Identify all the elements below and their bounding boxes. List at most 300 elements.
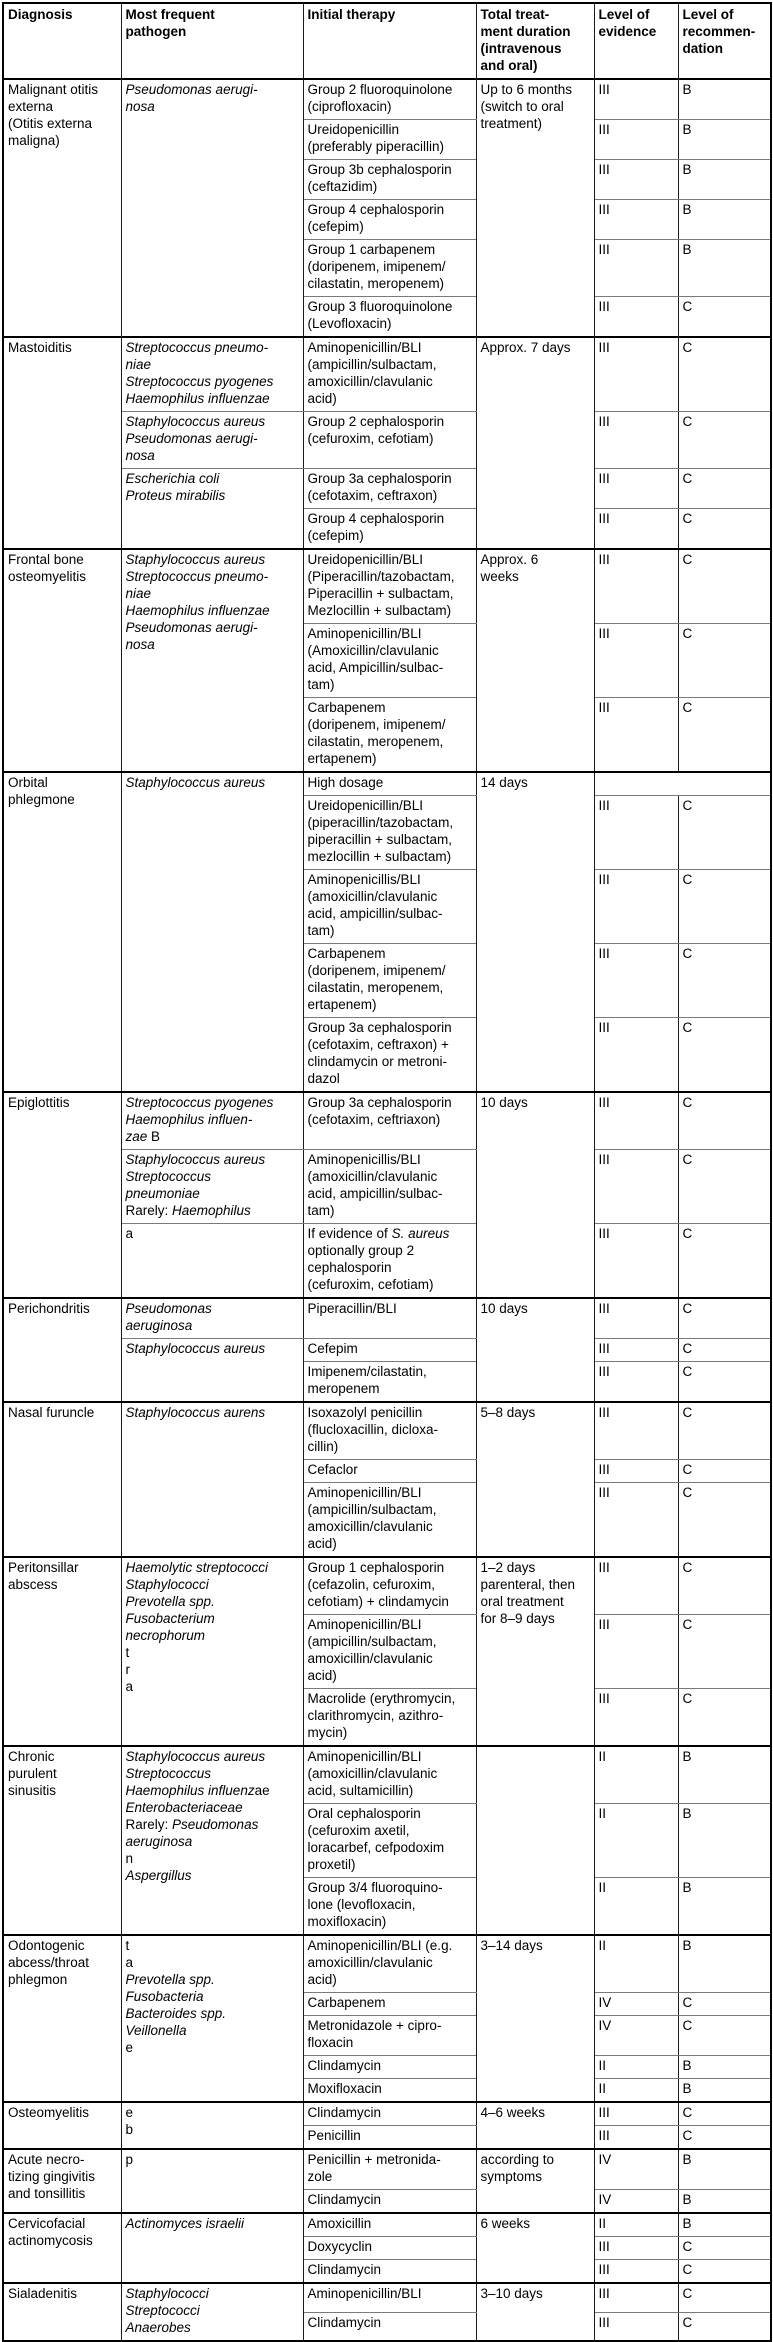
text-line: Veillonella (125, 2023, 187, 2038)
cell-duration (476, 79, 594, 337)
text-line: ertapenem) (307, 751, 377, 766)
header-row (3, 3, 771, 79)
cell-therapy (303, 624, 476, 698)
text-line: III (598, 1485, 610, 1500)
text-line: purulent (8, 1766, 57, 1781)
cell-recommendation (678, 944, 771, 1018)
text-line: IV (598, 2152, 612, 2167)
table-row (3, 1092, 771, 1150)
cell-evidence (594, 120, 678, 160)
cell-evidence (594, 240, 678, 297)
text-line: Staphylococcus aureus (125, 1341, 266, 1356)
table-row (3, 79, 771, 120)
cell-therapy (303, 549, 476, 624)
cell-evidence (594, 2079, 678, 2103)
text-line: Approx. 6 (480, 552, 539, 567)
text-line: (amoxicillin/clavulanic (307, 1766, 438, 1781)
cell-pathogen (121, 1224, 303, 1299)
text-line: e (125, 2040, 134, 2055)
cell-therapy (303, 1993, 476, 2016)
cell-diagnosis (3, 1935, 121, 2102)
text-line: III (598, 1301, 610, 1316)
text-line: Rarely: Pseudomonas (125, 1817, 259, 1832)
cell-recommendation (678, 120, 771, 160)
text-line: Moxifloxacin (307, 2081, 382, 2096)
text-line: Cervicofacial (8, 2216, 86, 2231)
cell-recommendation (678, 1092, 771, 1150)
text-line: II (598, 1880, 607, 1895)
text-line: Staphylococcus aureus (125, 552, 266, 567)
cell-diagnosis (3, 2102, 121, 2149)
text-line: Streptococcus (125, 1766, 212, 1781)
cell-recommendation (678, 1483, 771, 1558)
table-row (3, 2102, 771, 2126)
text-line: Staphylococci (125, 1577, 209, 1592)
text-line: Fusobacterium (125, 1611, 215, 1626)
table-row (3, 337, 771, 412)
text-line: cillin) (307, 1439, 339, 1454)
text-line: III (598, 1341, 610, 1356)
cell-evidence (594, 1092, 678, 1150)
text-line: C (682, 798, 693, 813)
text-line: III (598, 471, 610, 486)
cell-therapy (303, 1018, 476, 1093)
text-line: symptoms (480, 2169, 543, 2184)
text-line: C (682, 2105, 693, 2120)
text-line: t (125, 1645, 130, 1660)
text-line: Piperacillin + sulbactam, (307, 586, 454, 601)
text-line: C (682, 1020, 693, 1035)
cell-evidence (594, 1935, 678, 1993)
text-line: nosa (125, 448, 155, 463)
cell-pathogen (121, 549, 303, 772)
text-line: III (598, 552, 610, 567)
text-line: Perichondritis (8, 1301, 90, 1316)
text-line: Staphylococcus aureus (125, 775, 266, 790)
cell-therapy (303, 509, 476, 550)
cell-therapy (303, 944, 476, 1018)
text-line: III (598, 414, 610, 429)
text-line: C (682, 2262, 693, 2277)
text-line: Haemophilus influen- (125, 1112, 253, 1127)
cell-therapy (303, 2260, 476, 2284)
cell-recommendation (678, 1557, 771, 1615)
text-line: meropenem (307, 1381, 380, 1396)
text-line: Bacteroides spp. (125, 2006, 227, 2021)
text-line: actinomycosis (8, 2233, 93, 2248)
cell-recommendation (678, 2190, 771, 2214)
text-line: III (598, 1364, 610, 1379)
text-line: Staphylococci (125, 2286, 209, 2301)
cell-evidence (594, 2149, 678, 2190)
cell-diagnosis (3, 2149, 121, 2213)
text-line: maligna) (8, 133, 60, 148)
cell-evidence (594, 870, 678, 944)
text-line: 10 days (480, 1301, 528, 1316)
text-line: Haemophilus influenzae (125, 603, 270, 618)
cell-therapy (303, 469, 476, 509)
text-line: Staphylococcus aurens (125, 1405, 266, 1420)
text-line: C (682, 1485, 693, 1500)
text-line: Initial therapy (307, 7, 396, 22)
text-line: II (598, 2216, 607, 2231)
cell-evidence (594, 1362, 678, 1403)
text-line: Penicillin (307, 2128, 361, 2143)
cell-recommendation (678, 1993, 771, 2016)
text-line: III (598, 299, 610, 314)
cell-diagnosis (3, 772, 121, 1092)
text-line: (Levofloxacin) (307, 316, 392, 331)
text-line: a (125, 1679, 134, 1694)
text-line: III (598, 162, 610, 177)
table-row (3, 1935, 771, 1993)
text-line: 3–14 days (480, 1938, 543, 1953)
text-line: C (682, 511, 693, 526)
cell-pathogen (121, 469, 303, 550)
column-header-evidence (594, 3, 678, 79)
cell-pathogen (121, 1935, 303, 2102)
text-line: III (598, 82, 610, 97)
cell-evidence (594, 509, 678, 550)
text-line: acid) (307, 1668, 337, 1683)
text-line: Haemophilus influenzae (125, 1783, 270, 1798)
table-row (3, 549, 771, 624)
text-line: III (598, 2314, 610, 2330)
text-line: III (598, 242, 610, 257)
column-header-recommendation (678, 3, 771, 79)
cell-evidence (594, 1402, 678, 1460)
text-line: Streptococcus (125, 1169, 212, 1184)
text-line: (Amoxicillin/clavulanic (307, 643, 439, 658)
text-line: (piperacillin/tazobactam, (307, 815, 454, 830)
text-line: clarithromycin, azithro- (307, 1708, 444, 1723)
text-line: Staphylococcus aureus (125, 1152, 266, 1167)
cell-evidence (594, 944, 678, 1018)
text-line: II (598, 1806, 607, 1821)
text-line: C (682, 2128, 693, 2143)
table-row (3, 1402, 771, 1460)
text-line: III (598, 1095, 610, 1110)
text-line: B (682, 162, 692, 177)
cell-duration (476, 1935, 594, 2102)
text-line: Aminopenicillin/BLI (e.g. (307, 1938, 453, 1953)
column-header-therapy (303, 3, 476, 79)
cell-duration (476, 1298, 594, 1402)
cell-evidence (594, 796, 678, 870)
text-line: Metronidazole + cipro- (307, 2018, 442, 2033)
text-line: Aminopenicillin/BLI (307, 626, 422, 641)
cell-therapy (303, 1460, 476, 1483)
text-line: (Piperacillin/tazobactam, (307, 569, 455, 584)
text-line: (cefepim) (307, 528, 364, 543)
cell-pathogen (121, 1298, 303, 1339)
text-line: dazol (307, 1071, 340, 1086)
text-line: Carbapenem (307, 946, 386, 961)
cell-recommendation (678, 2056, 771, 2079)
text-line: Sialadenitis (8, 2286, 78, 2301)
cell-pathogen (121, 1339, 303, 1403)
text-line: necrophorum (125, 1628, 206, 1643)
text-line: C (682, 299, 693, 314)
text-line: (ampicillin/sulbactam, (307, 1502, 437, 1517)
text-line: III (598, 2262, 610, 2277)
text-line: abcess/throat (8, 1955, 90, 1970)
text-line: Macrolide (erythromycin, (307, 1691, 456, 1706)
cell-therapy (303, 2102, 476, 2126)
cell-recommendation (678, 796, 771, 870)
text-line: (flucloxacillin, dicloxa- (307, 1422, 439, 1437)
text-line: (doripenem, imipenem/ (307, 717, 446, 732)
cell-therapy (303, 2312, 476, 2341)
text-line: cefotiam) + clindamycin (307, 1594, 449, 1609)
cell-therapy (303, 2056, 476, 2079)
text-line: Streptococci (125, 2303, 200, 2318)
text-line: niae (125, 586, 152, 601)
text-line: acid) (307, 1536, 337, 1551)
text-line: Aminopenicillin/BLI (307, 1749, 422, 1764)
cell-evidence (594, 2126, 678, 2150)
cell-therapy (303, 1362, 476, 1403)
text-line: Frontal bone (8, 552, 84, 567)
text-line: amoxicillin/clavulanic (307, 374, 433, 389)
cell-evidence (594, 160, 678, 200)
cell-therapy (303, 1483, 476, 1558)
cell-recommendation (678, 1878, 771, 1936)
text-line: Imipenem/cilastatin, (307, 1364, 427, 1379)
text-line: Streptococcus pyogenes (125, 374, 274, 389)
cell-pathogen (121, 2102, 303, 2149)
text-line: (cefazolin, cefuroxim, (307, 1577, 436, 1592)
cell-evidence (594, 624, 678, 698)
text-line: Epiglottitis (8, 1095, 70, 1110)
text-line: II (598, 1749, 607, 1764)
cell-therapy (303, 2079, 476, 2103)
cell-evidence (594, 2056, 678, 2079)
text-line: acid) (307, 391, 337, 406)
text-line: III (598, 122, 610, 137)
table-row (3, 2149, 771, 2190)
cell-evidence (594, 549, 678, 624)
text-line: tizing gingivitis (8, 2169, 96, 2184)
text-line: Anaerobes (125, 2320, 191, 2335)
text-line: Cefepim (307, 1341, 358, 1356)
text-line: III (598, 2128, 610, 2143)
text-line: B (682, 1749, 692, 1764)
cell-recommendation (678, 297, 771, 338)
cell-recommendation (678, 469, 771, 509)
text-line: B (682, 2081, 692, 2096)
table-row (3, 1298, 771, 1339)
text-line: 5–8 days (480, 1405, 536, 1420)
cell-evidence (594, 2260, 678, 2284)
text-line: tam) (307, 923, 335, 938)
cell-therapy (303, 2149, 476, 2190)
column-header-diagnosis (3, 3, 121, 79)
text-line: III (598, 626, 610, 641)
text-line: Group 3/4 fluoroquino- (307, 1880, 443, 1895)
cell-diagnosis (3, 337, 121, 549)
text-line: r (125, 1662, 130, 1677)
cell-evidence (594, 2102, 678, 2126)
text-line: Aminopenicillis/BLI (307, 872, 421, 887)
text-line: (doripenem, imipenem/ (307, 963, 446, 978)
text-line: Aminopenicillin/BLI (307, 340, 422, 355)
text-line: C (682, 2239, 693, 2254)
cell-therapy (303, 2237, 476, 2260)
text-line: mezlocillin + sulbactam) (307, 849, 452, 864)
antibiotic-therapy-table (2, 2, 772, 2342)
text-line: (intravenous (480, 41, 562, 56)
text-line: B (682, 2152, 692, 2167)
cell-therapy (303, 412, 476, 469)
cell-duration (476, 549, 594, 772)
text-line: Pseudomonas aerugi- (125, 82, 258, 97)
text-line: ertapenem) (307, 997, 377, 1012)
text-line: Group 3a cephalosporin (307, 1020, 452, 1035)
cell-recommendation (678, 509, 771, 550)
cell-evidence (594, 1878, 678, 1936)
cell-evidence (594, 1339, 678, 1362)
text-line: Group 1 carbapenem (307, 242, 436, 257)
cell-evidence (594, 1018, 678, 1093)
cell-evidence (594, 1460, 678, 1483)
cell-therapy (303, 1746, 476, 1804)
text-line: B (682, 242, 692, 257)
cell-evidence (594, 1615, 678, 1689)
cell-recommendation (678, 624, 771, 698)
text-line: oral treatment (480, 1594, 564, 1609)
text-line: C (682, 1617, 693, 1632)
text-line: (cefotaxim, ceftriaxon) (307, 1112, 441, 1127)
text-line: zole (307, 2169, 333, 2184)
text-line: If evidence of S. aureus (307, 1226, 450, 1241)
text-line: Ureidopenicillin (307, 122, 400, 137)
cell-evidence (594, 1224, 678, 1299)
cell-recommendation (678, 698, 771, 773)
text-line: (amoxicillin/clavulanic (307, 1169, 438, 1184)
text-line: (cefuroxim axetil, (307, 1823, 410, 1838)
cell-recommendation (678, 2260, 771, 2284)
text-line: III (598, 700, 610, 715)
text-line: III (598, 511, 610, 526)
text-line: C (682, 700, 693, 715)
text-line: B (682, 82, 692, 97)
cell-duration (476, 1746, 594, 1935)
cell-diagnosis (3, 1402, 121, 1557)
cell-recommendation (678, 337, 771, 412)
text-line: C (682, 2314, 693, 2330)
text-line: amoxicillin/clavulanic (307, 1651, 433, 1666)
text-line: niae (125, 357, 152, 372)
text-line: 4–6 weeks (480, 2105, 546, 2120)
text-line: for 8–9 days (480, 1611, 555, 1626)
cell-recommendation (678, 1804, 771, 1878)
text-line: Ureidopenicillin/BLI (307, 552, 424, 567)
text-line: according to (480, 2152, 555, 2167)
text-line: III (598, 2286, 610, 2301)
cell-evidence (594, 2312, 678, 2341)
text-line: Group 4 cephalosporin (307, 511, 445, 526)
cell-diagnosis (3, 2213, 121, 2283)
text-line: C (682, 1995, 693, 2010)
text-line: III (598, 1152, 610, 1167)
text-line: mycin) (307, 1725, 348, 1740)
cell-evidence (594, 1689, 678, 1747)
text-line: Total treat- (480, 7, 550, 22)
text-line: moxifloxacin) (307, 1914, 387, 1929)
cell-therapy (303, 796, 476, 870)
text-line: Nasal furuncle (8, 1405, 95, 1420)
text-line: b (125, 2122, 134, 2137)
text-line: osteomyelitis (8, 569, 87, 584)
cell-pathogen (121, 2283, 303, 2341)
cell-recommendation (678, 1402, 771, 1460)
text-line: Level of (682, 7, 734, 22)
cell-duration (476, 2283, 594, 2341)
cell-evidence (594, 79, 678, 120)
text-line: Enterobacteriaceae (125, 1800, 243, 1815)
text-line: IV (598, 1995, 612, 2010)
text-line: acid, ampicillin/sulbac- (307, 1186, 443, 1201)
text-line: recommen- (682, 24, 756, 39)
table-row (3, 772, 771, 796)
text-line: amoxicillin/clavulanic (307, 1519, 433, 1534)
text-line: Carbapenem (307, 700, 386, 715)
text-line: cilastatin, meropenem) (307, 276, 445, 291)
text-line: externa (8, 99, 54, 114)
cell-pathogen (121, 79, 303, 337)
text-line: Mezlocillin + sulbactam) (307, 603, 452, 618)
text-line: C (682, 1152, 693, 1167)
text-line: Osteomyelitis (8, 2105, 90, 2120)
cell-pathogen (121, 1746, 303, 1935)
text-line: Doxycyclin (307, 2239, 373, 2254)
cell-evidence (594, 2190, 678, 2214)
cell-therapy (303, 2126, 476, 2150)
text-line: Aminopenicillin/BLI (307, 1485, 422, 1500)
text-line: Up to 6 months (480, 82, 573, 97)
text-line: (cefuroxim, cefotiam) (307, 431, 434, 446)
cell-recommendation (678, 1689, 771, 1747)
text-line: (ciprofloxacin) (307, 99, 392, 114)
cell-therapy (303, 1224, 476, 1299)
text-line: C (682, 2286, 693, 2301)
table-row (3, 2213, 771, 2237)
cell-duration (476, 1402, 594, 1557)
cell-recommendation (678, 1746, 771, 1804)
cell-recommendation (678, 1935, 771, 1993)
cell-pathogen (121, 1557, 303, 1746)
cell-therapy (303, 698, 476, 773)
text-line: Cefaclor (307, 1462, 358, 1477)
text-line: Clindamycin (307, 2314, 382, 2330)
cell-recommendation (678, 240, 771, 297)
text-line: Level of (598, 7, 650, 22)
text-line: C (682, 626, 693, 641)
text-line: B (682, 1880, 692, 1895)
text-line: Clindamycin (307, 2192, 382, 2207)
cell-therapy (303, 337, 476, 412)
text-line: 1–2 days (480, 1560, 536, 1575)
table-row (3, 1557, 771, 1615)
cell-evidence (594, 2213, 678, 2237)
text-line: Malignant otitis (8, 82, 99, 97)
text-line: Amoxicillin (307, 2216, 372, 2231)
cell-evidence (594, 469, 678, 509)
text-line: Chronic (8, 1749, 55, 1764)
cell-recommendation (678, 2312, 771, 2341)
cell-recommendation (678, 1339, 771, 1362)
